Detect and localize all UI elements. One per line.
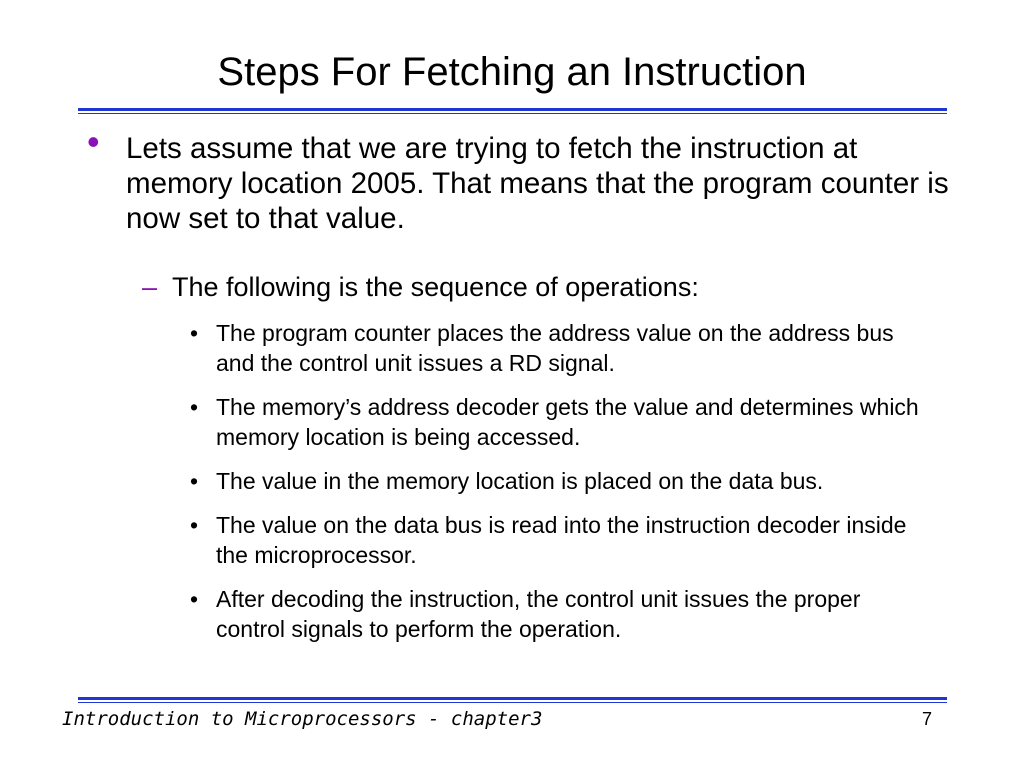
step-text: After decoding the instruction, the control unit issues the proper control signals to perform the operation. bbox=[216, 586, 861, 642]
footer-divider bbox=[78, 697, 947, 703]
step-item bbox=[190, 318, 930, 378]
level1-bullet-icon: • bbox=[87, 121, 100, 162]
step-item bbox=[190, 392, 930, 452]
page-number: 7 bbox=[922, 709, 933, 729]
step-text: The value in the memory location is placed on the data bus. bbox=[216, 468, 824, 494]
level1-bullet-text: Lets assume that we are trying to fetch the instruction at memory location 2005. That means that the program counter is now set to that value. bbox=[126, 132, 949, 235]
step-text: The program counter places the address value on the address bus and the control unit issues a RD signal. bbox=[216, 320, 894, 376]
bullet-dot-icon: • bbox=[190, 394, 199, 420]
step-item bbox=[190, 584, 930, 644]
slide-title: Steps For Fetching an Instruction bbox=[217, 50, 807, 94]
step-text: The memory’s address decoder gets the value and determines which memory location is being accessed. bbox=[216, 394, 919, 450]
level2-dash-icon: – bbox=[142, 272, 158, 302]
footer-text: Introduction to Microprocessors - chapter3 bbox=[62, 708, 543, 730]
steps-list bbox=[190, 318, 930, 658]
title-divider bbox=[78, 108, 947, 114]
step-item bbox=[190, 466, 930, 496]
level2-bullet-text: The following is the sequence of operations: bbox=[172, 272, 699, 302]
step-item bbox=[190, 510, 930, 570]
bullet-dot-icon: • bbox=[190, 468, 199, 494]
bullet-dot-icon: • bbox=[190, 320, 199, 346]
bullet-dot-icon: • bbox=[190, 512, 199, 538]
step-text: The value on the data bus is read into the instruction decoder inside the microprocessor. bbox=[216, 512, 907, 568]
bullet-dot-icon: • bbox=[190, 586, 199, 612]
